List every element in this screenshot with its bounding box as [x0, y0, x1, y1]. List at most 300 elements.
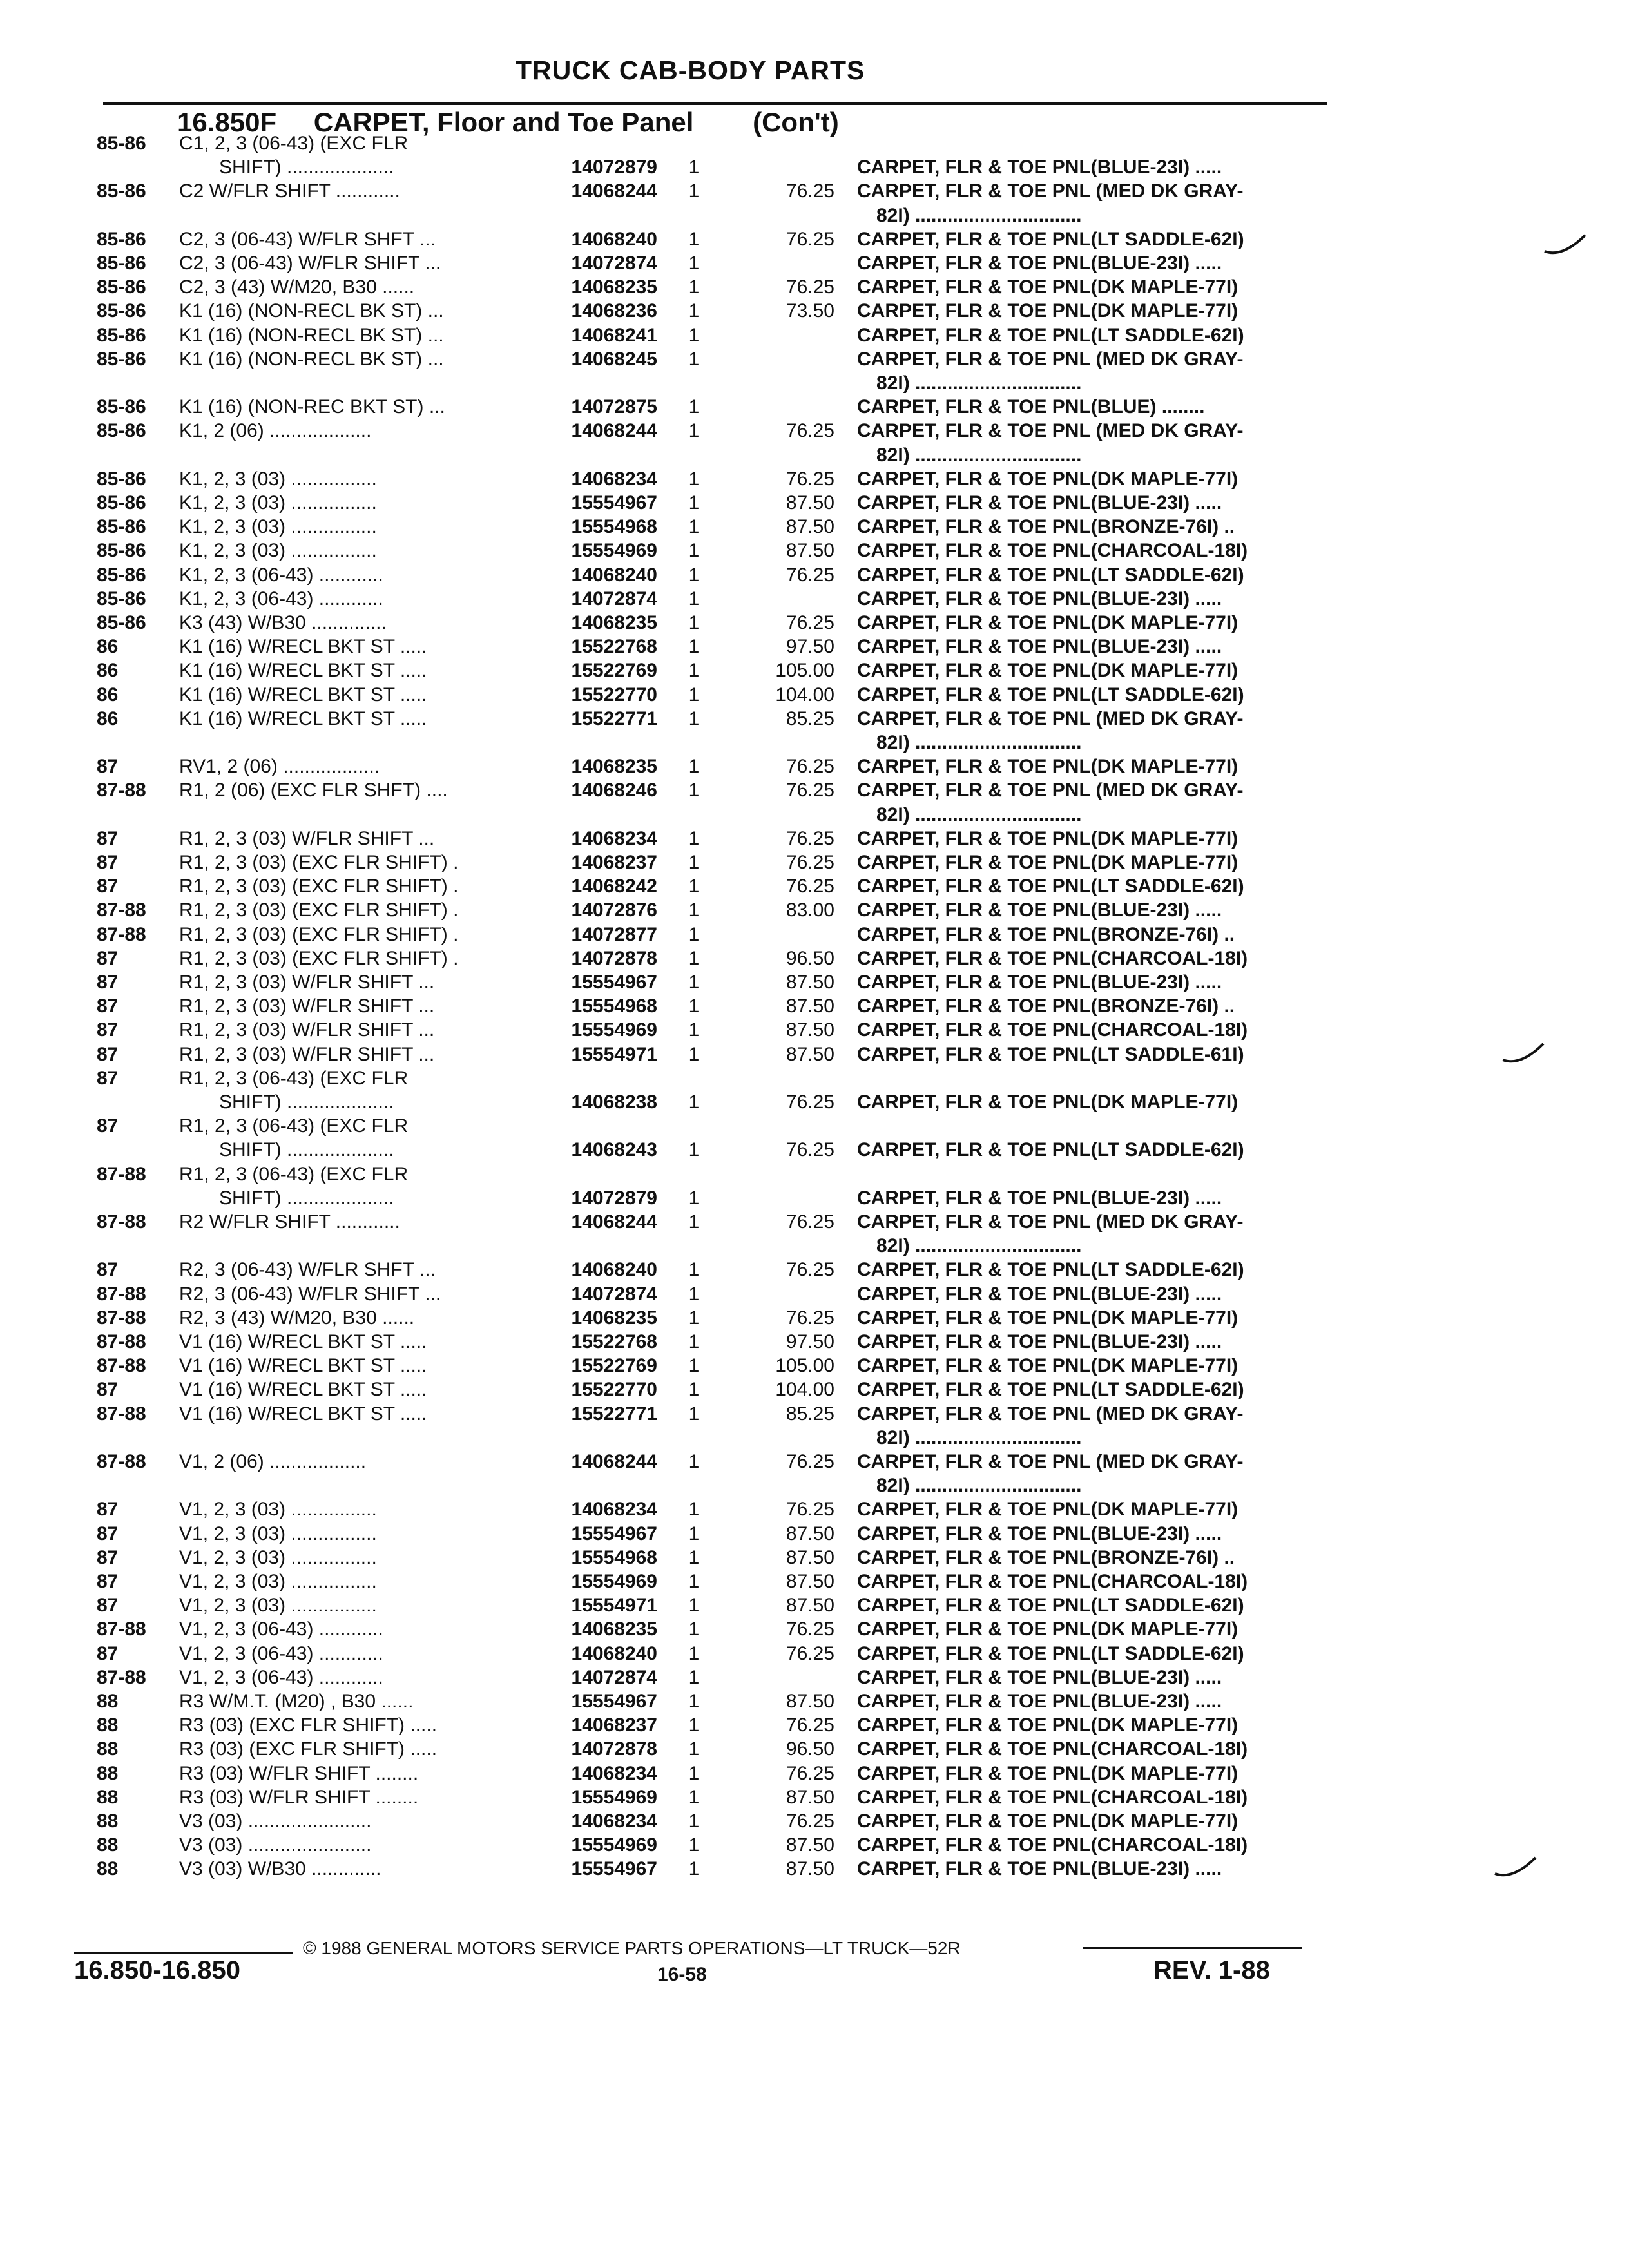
- quantity: 1: [688, 276, 700, 298]
- model-year: 85-86: [97, 516, 146, 538]
- part-number: 15554968: [571, 1546, 657, 1568]
- part-name: CARPET, FLR & TOE PNL(BLUE-23I) .....: [857, 588, 1222, 610]
- part-name: CARPET, FLR & TOE PNL(BLUE-23I) .....: [857, 1691, 1222, 1712]
- page-header: TRUCK CAB-BODY PARTS: [516, 55, 865, 85]
- model-year: 88: [97, 1786, 119, 1808]
- table-row: [0, 251, 1629, 275]
- part-name: CARPET, FLR & TOE PNL(DK MAPLE-77I): [857, 1091, 1239, 1113]
- application-desc: R2, 3 (06-43) W/FLR SHIFT ...: [179, 1283, 441, 1305]
- application-desc: V1, 2, 3 (03) ................: [179, 1546, 377, 1568]
- part-number: 15554969: [571, 1019, 657, 1041]
- model-year: 88: [97, 1762, 119, 1784]
- part-name: CARPET, FLR & TOE PNL(LT SADDLE-61I): [857, 1043, 1244, 1065]
- application-desc: R1, 2, 3 (03) W/FLR SHIFT ...: [179, 827, 435, 849]
- part-name: CARPET, FLR & TOE PNL (MED DK GRAY-: [857, 420, 1244, 442]
- model-year: 87-88: [97, 923, 146, 945]
- part-number: 15522771: [571, 1403, 657, 1425]
- quantity: 1: [688, 852, 700, 873]
- application-desc: R1, 2, 3 (06-43) (EXC FLR: [179, 1067, 409, 1089]
- table-row: [0, 1330, 1629, 1354]
- application-desc: R1, 2, 3 (03) (EXC FLR SHIFT) .: [179, 852, 459, 873]
- application-desc: K1, 2, 3 (03) ................: [179, 492, 377, 514]
- quantity: 1: [688, 876, 700, 898]
- application-desc-cont: SHIFT) ....................: [219, 1187, 394, 1209]
- part-name: CARPET, FLR & TOE PNL(BRONZE-76I) ..: [857, 1546, 1235, 1568]
- part-name: CARPET, FLR & TOE PNL(BLUE-23I) .....: [857, 1523, 1222, 1544]
- part-number: 14068238: [571, 1091, 657, 1113]
- application-desc: C2, 3 (06-43) W/FLR SHIFT ...: [179, 253, 441, 274]
- part-number: 15554969: [571, 1834, 657, 1856]
- quantity: 1: [688, 468, 700, 490]
- application-desc: R1, 2, 3 (06-43) (EXC FLR: [179, 1163, 409, 1185]
- table-row: [0, 347, 1629, 371]
- part-number: 14068241: [571, 324, 657, 346]
- application-desc: R3 (03) (EXC FLR SHIFT) .....: [179, 1738, 438, 1760]
- application-desc: K1 (16) (NON-RECL BK ST) ...: [179, 324, 444, 346]
- model-year: 87: [97, 1571, 119, 1592]
- quantity: 1: [688, 1762, 700, 1784]
- table-row: [0, 539, 1629, 562]
- model-year: 88: [97, 1834, 119, 1856]
- model-year: 88: [97, 1738, 119, 1760]
- table-row: [0, 323, 1629, 347]
- quantity: 1: [688, 300, 700, 322]
- application-desc: V1 (16) W/RECL BKT ST .....: [179, 1355, 427, 1377]
- footer-page-number: 16-58: [657, 1964, 707, 1985]
- part-name-cont: 82I) ...............................: [876, 1235, 1082, 1257]
- part-number: 14068234: [571, 1811, 657, 1832]
- part-number: 14068245: [571, 348, 657, 370]
- application-desc: K3 (43) W/B30 ..............: [179, 612, 387, 633]
- part-name: CARPET, FLR & TOE PNL (MED DK GRAY-: [857, 707, 1244, 729]
- application-desc-cont: SHIFT) ....................: [219, 1139, 394, 1161]
- part-name: CARPET, FLR & TOE PNL(BLUE-23I) .....: [857, 253, 1222, 274]
- quantity: 1: [688, 780, 700, 802]
- application-desc: V1, 2, 3 (06-43) ............: [179, 1619, 383, 1640]
- model-year: 85-86: [97, 420, 146, 442]
- model-year: 85-86: [97, 253, 146, 274]
- price: 85.25: [786, 707, 834, 729]
- quantity: 1: [688, 660, 700, 682]
- quantity: 1: [688, 1043, 700, 1065]
- price: 76.25: [786, 468, 834, 490]
- application-desc: R3 W/M.T. (M20) , B30 ......: [179, 1691, 414, 1712]
- model-year: 85-86: [97, 133, 146, 154]
- model-year: 87: [97, 1019, 119, 1041]
- application-desc: R2, 3 (43) W/M20, B30 ......: [179, 1307, 415, 1329]
- quantity: 1: [688, 180, 700, 202]
- price: 87.50: [786, 1571, 834, 1592]
- application-desc: R1, 2, 3 (03) (EXC FLR SHIFT) .: [179, 876, 459, 898]
- part-name: CARPET, FLR & TOE PNL(LT SADDLE-62I): [857, 1259, 1244, 1281]
- application-desc: R1, 2, 3 (03) (EXC FLR SHIFT) .: [179, 947, 459, 969]
- part-name: CARPET, FLR & TOE PNL(BRONZE-76I) ..: [857, 923, 1235, 945]
- table-row: [0, 1857, 1629, 1881]
- application-desc: R1, 2, 3 (03) W/FLR SHIFT ...: [179, 995, 435, 1017]
- price: 76.25: [786, 827, 834, 849]
- part-number: 15554968: [571, 995, 657, 1017]
- part-name: CARPET, FLR & TOE PNL(BRONZE-76I) ..: [857, 516, 1235, 538]
- part-number: 15554969: [571, 1571, 657, 1592]
- model-year: 87-88: [97, 899, 146, 921]
- quantity: 1: [688, 228, 700, 250]
- part-number: 14072879: [571, 157, 657, 178]
- model-year: 87: [97, 756, 119, 778]
- part-number: 14068237: [571, 852, 657, 873]
- part-number: 14072878: [571, 1738, 657, 1760]
- footer-revision: REV. 1-88: [1153, 1956, 1270, 1984]
- price: 87.50: [786, 1043, 834, 1065]
- model-year: 87: [97, 876, 119, 898]
- price: 76.25: [786, 852, 834, 873]
- price: 76.25: [786, 876, 834, 898]
- part-name: CARPET, FLR & TOE PNL(DK MAPLE-77I): [857, 612, 1239, 633]
- table-row: [0, 1043, 1629, 1066]
- part-number: 14072874: [571, 1283, 657, 1305]
- price: 87.50: [786, 1019, 834, 1041]
- table-row: [0, 1833, 1629, 1857]
- part-number: 15554971: [571, 1595, 657, 1617]
- table-row: [0, 1593, 1629, 1617]
- model-year: 87: [97, 1642, 119, 1664]
- quantity: 1: [688, 516, 700, 538]
- price: 87.50: [786, 995, 834, 1017]
- part-name-cont: 82I) ...............................: [876, 372, 1082, 394]
- part-name: CARPET, FLR & TOE PNL(CHARCOAL-18I): [857, 947, 1248, 969]
- table-row: [0, 778, 1629, 802]
- part-number: 14068235: [571, 1307, 657, 1329]
- application-desc: K1, 2, 3 (06-43) ............: [179, 564, 383, 586]
- table-row: [0, 1785, 1629, 1809]
- model-year: 85-86: [97, 588, 146, 610]
- application-desc: R1, 2 (06) (EXC FLR SHFT) ....: [179, 780, 448, 802]
- part-number: 14072878: [571, 947, 657, 969]
- model-year: 87: [97, 972, 119, 993]
- application-desc: C2, 3 (06-43) W/FLR SHFT ...: [179, 228, 436, 250]
- model-year: 87-88: [97, 1163, 146, 1185]
- quantity: 1: [688, 564, 700, 586]
- part-number: 14072879: [571, 1187, 657, 1209]
- part-name-cont: 82I) ...............................: [876, 732, 1082, 753]
- part-number: 15554967: [571, 492, 657, 514]
- model-year: 87-88: [97, 1211, 146, 1233]
- price: 96.50: [786, 947, 834, 969]
- part-name: CARPET, FLR & TOE PNL(CHARCOAL-18I): [857, 1834, 1248, 1856]
- part-name: CARPET, FLR & TOE PNL(DK MAPLE-77I): [857, 468, 1239, 490]
- part-number: 15554967: [571, 1858, 657, 1880]
- table-row: [0, 275, 1629, 299]
- model-year: 87: [97, 827, 119, 849]
- part-number: 15554968: [571, 516, 657, 538]
- quantity: 1: [688, 995, 700, 1017]
- part-name: CARPET, FLR & TOE PNL(DK MAPLE-77I): [857, 1762, 1239, 1784]
- table-row: [0, 1570, 1629, 1593]
- part-name: CARPET, FLR & TOE PNL(BLUE) ........: [857, 396, 1205, 418]
- part-number: 14072874: [571, 588, 657, 610]
- part-number: 14068235: [571, 276, 657, 298]
- application-desc: V1, 2, 3 (06-43) ............: [179, 1642, 383, 1664]
- quantity: 1: [688, 1091, 700, 1113]
- model-year: 87-88: [97, 780, 146, 802]
- quantity: 1: [688, 1571, 700, 1592]
- part-name: CARPET, FLR & TOE PNL(BLUE-23I) .....: [857, 1187, 1222, 1209]
- part-name: CARPET, FLR & TOE PNL(CHARCOAL-18I): [857, 1571, 1248, 1592]
- application-desc: K1 (16) W/RECL BKT ST .....: [179, 707, 427, 729]
- quantity: 1: [688, 492, 700, 514]
- table-row: [0, 1354, 1629, 1378]
- quantity: 1: [688, 684, 700, 706]
- table-row: [0, 1546, 1629, 1570]
- quantity: 1: [688, 1451, 700, 1472]
- price: 87.50: [786, 1595, 834, 1617]
- part-name: CARPET, FLR & TOE PNL(BLUE-23I) .....: [857, 1283, 1222, 1305]
- price: 87.50: [786, 1691, 834, 1712]
- application-desc: V1, 2, 3 (03) ................: [179, 1571, 377, 1592]
- price: 87.50: [786, 1786, 834, 1808]
- table-row: [0, 563, 1629, 587]
- table-row: [0, 754, 1629, 778]
- table-row: [0, 1306, 1629, 1330]
- table-row: [0, 1258, 1629, 1282]
- model-year: 85-86: [97, 348, 146, 370]
- price: 76.25: [786, 1642, 834, 1664]
- table-row: [0, 1737, 1629, 1761]
- quantity: 1: [688, 612, 700, 633]
- part-number: 14068243: [571, 1139, 657, 1161]
- part-name: CARPET, FLR & TOE PNL(LT SADDLE-62I): [857, 1595, 1244, 1617]
- quantity: 1: [688, 324, 700, 346]
- part-name: CARPET, FLR & TOE PNL(LT SADDLE-62I): [857, 564, 1244, 586]
- part-name: CARPET, FLR & TOE PNL(DK MAPLE-77I): [857, 1355, 1239, 1377]
- quantity: 1: [688, 1307, 700, 1329]
- table-row: [0, 179, 1629, 203]
- table-row: [0, 611, 1629, 635]
- part-name: CARPET, FLR & TOE PNL(CHARCOAL-18I): [857, 540, 1248, 562]
- price: 87.50: [786, 540, 834, 562]
- model-year: 87-88: [97, 1355, 146, 1377]
- table-row: [0, 1762, 1629, 1785]
- application-desc: K1 (16) W/RECL BKT ST .....: [179, 636, 427, 658]
- price: 73.50: [786, 300, 834, 322]
- table-row: [0, 587, 1629, 611]
- part-number: 15522768: [571, 636, 657, 658]
- model-year: 85-86: [97, 612, 146, 633]
- model-year: 87: [97, 1067, 119, 1089]
- quantity: 1: [688, 1379, 700, 1401]
- part-name: CARPET, FLR & TOE PNL(DK MAPLE-77I): [857, 827, 1239, 849]
- application-desc: K1, 2, 3 (03) ................: [179, 468, 377, 490]
- part-number: 14068237: [571, 1715, 657, 1736]
- quantity: 1: [688, 923, 700, 945]
- model-year: 87: [97, 852, 119, 873]
- part-name-cont: 82I) ...............................: [876, 1475, 1082, 1497]
- part-name-cont: 82I) ...............................: [876, 1427, 1082, 1448]
- application-desc: R1, 2, 3 (03) (EXC FLR SHIFT) .: [179, 899, 459, 921]
- application-desc: K1 (16) W/RECL BKT ST .....: [179, 660, 427, 682]
- part-name: CARPET, FLR & TOE PNL(CHARCOAL-18I): [857, 1019, 1248, 1041]
- application-desc: K1, 2, 3 (03) ................: [179, 540, 377, 562]
- price: 105.00: [775, 660, 834, 682]
- price: 87.50: [786, 972, 834, 993]
- quantity: 1: [688, 1858, 700, 1880]
- application-desc-cont: SHIFT) ....................: [219, 1091, 394, 1113]
- application-desc: R1, 2, 3 (03) W/FLR SHIFT ...: [179, 1019, 435, 1041]
- application-desc: V1, 2, 3 (03) ................: [179, 1595, 377, 1617]
- part-name: CARPET, FLR & TOE PNL (MED DK GRAY-: [857, 348, 1244, 370]
- part-number: 15522769: [571, 660, 657, 682]
- part-number: 14068242: [571, 876, 657, 898]
- part-number: 14072876: [571, 899, 657, 921]
- quantity: 1: [688, 1619, 700, 1640]
- part-number: 14068234: [571, 827, 657, 849]
- model-year: 88: [97, 1691, 119, 1712]
- model-year: 88: [97, 1811, 119, 1832]
- table-row: [0, 1666, 1629, 1689]
- application-desc: R3 (03) (EXC FLR SHIFT) .....: [179, 1715, 438, 1736]
- model-year: 85-86: [97, 492, 146, 514]
- part-name: CARPET, FLR & TOE PNL(LT SADDLE-62I): [857, 1379, 1244, 1401]
- part-name: CARPET, FLR & TOE PNL (MED DK GRAY-: [857, 180, 1244, 202]
- quantity: 1: [688, 420, 700, 442]
- section-number: 16.850F: [177, 107, 277, 137]
- application-desc: K1 (16) (NON-RECL BK ST) ...: [179, 300, 444, 322]
- model-year: 86: [97, 707, 119, 729]
- part-name: CARPET, FLR & TOE PNL (MED DK GRAY-: [857, 1403, 1244, 1425]
- part-name: CARPET, FLR & TOE PNL(BLUE-23I) .....: [857, 899, 1222, 921]
- model-year: 87: [97, 1523, 119, 1544]
- price: 76.25: [786, 1619, 834, 1640]
- part-number: 15554971: [571, 1043, 657, 1065]
- model-year: 87: [97, 1499, 119, 1521]
- model-year: 87: [97, 1379, 119, 1401]
- model-year: 85-86: [97, 540, 146, 562]
- table-row: [0, 947, 1629, 970]
- price: 76.25: [786, 1811, 834, 1832]
- part-number: 14068246: [571, 780, 657, 802]
- part-name: CARPET, FLR & TOE PNL(CHARCOAL-18I): [857, 1786, 1248, 1808]
- quantity: 1: [688, 1187, 700, 1209]
- model-year: 86: [97, 636, 119, 658]
- table-row: [0, 970, 1629, 994]
- part-number: 15554967: [571, 1523, 657, 1544]
- part-number: 14068240: [571, 564, 657, 586]
- model-year: 86: [97, 660, 119, 682]
- price: 104.00: [775, 684, 834, 706]
- part-name: CARPET, FLR & TOE PNL (MED DK GRAY-: [857, 1451, 1244, 1472]
- price: 87.50: [786, 1858, 834, 1880]
- table-row: [0, 635, 1629, 658]
- application-desc: K1 (16) W/RECL BKT ST .....: [179, 684, 427, 706]
- price: 97.50: [786, 636, 834, 658]
- quantity: 1: [688, 1738, 700, 1760]
- application-desc: C1, 2, 3 (06-43) (EXC FLR: [179, 133, 409, 154]
- part-number: 15554967: [571, 1691, 657, 1712]
- table-row: [0, 1617, 1629, 1641]
- application-desc: R1, 2, 3 (03) W/FLR SHIFT ...: [179, 972, 435, 993]
- model-year: 87-88: [97, 1619, 146, 1640]
- price: 87.50: [786, 492, 834, 514]
- part-name: CARPET, FLR & TOE PNL(LT SADDLE-62I): [857, 1139, 1244, 1161]
- model-year: 87-88: [97, 1283, 146, 1305]
- model-year: 88: [97, 1715, 119, 1736]
- quantity: 1: [688, 1499, 700, 1521]
- table-row: [0, 395, 1629, 419]
- application-desc: R1, 2, 3 (03) (EXC FLR SHIFT) .: [179, 923, 459, 945]
- model-year: 87: [97, 1115, 119, 1137]
- price: 76.25: [786, 180, 834, 202]
- quantity: 1: [688, 1691, 700, 1712]
- part-name: CARPET, FLR & TOE PNL(DK MAPLE-77I): [857, 1619, 1239, 1640]
- part-name-cont: 82I) ...............................: [876, 803, 1082, 825]
- quantity: 1: [688, 947, 700, 969]
- part-name: CARPET, FLR & TOE PNL(DK MAPLE-77I): [857, 300, 1239, 322]
- table-row: [0, 1018, 1629, 1042]
- quantity: 1: [688, 1666, 700, 1688]
- application-desc: V1 (16) W/RECL BKT ST .....: [179, 1403, 427, 1425]
- table-row: [0, 1689, 1629, 1713]
- model-year: 85-86: [97, 300, 146, 322]
- table-row: [0, 827, 1629, 850]
- application-desc: R3 (03) W/FLR SHIFT ........: [179, 1762, 419, 1784]
- part-name: CARPET, FLR & TOE PNL(LT SADDLE-62I): [857, 876, 1244, 898]
- part-name: CARPET, FLR & TOE PNL(LT SADDLE-62I): [857, 684, 1244, 706]
- table-row: [0, 419, 1629, 443]
- application-desc: K1, 2, 3 (03) ................: [179, 516, 377, 538]
- price: 76.25: [786, 612, 834, 633]
- part-name: CARPET, FLR & TOE PNL(BLUE-23I) .....: [857, 492, 1222, 514]
- price: 76.25: [786, 1307, 834, 1329]
- price: 76.25: [786, 1499, 834, 1521]
- part-number: 15522771: [571, 707, 657, 729]
- price: 76.25: [786, 420, 834, 442]
- quantity: 1: [688, 1355, 700, 1377]
- table-row: [0, 1522, 1629, 1546]
- part-number: 14068244: [571, 1451, 657, 1472]
- price: 85.25: [786, 1403, 834, 1425]
- part-number: 15522769: [571, 1355, 657, 1377]
- model-year: 87: [97, 1546, 119, 1568]
- part-number: 14068234: [571, 1499, 657, 1521]
- part-name: CARPET, FLR & TOE PNL(BRONZE-76I) ..: [857, 995, 1235, 1017]
- continued-label: (Con't): [753, 107, 839, 137]
- model-year: 87-88: [97, 1666, 146, 1688]
- part-number: 14068244: [571, 180, 657, 202]
- table-row: [0, 923, 1629, 947]
- application-desc: R2 W/FLR SHIFT ............: [179, 1211, 400, 1233]
- quantity: 1: [688, 1019, 700, 1041]
- price: 97.50: [786, 1331, 834, 1352]
- part-number: 14068235: [571, 756, 657, 778]
- part-number: 15522770: [571, 1379, 657, 1401]
- table-row: [0, 1450, 1629, 1474]
- model-year: 87: [97, 947, 119, 969]
- quantity: 1: [688, 756, 700, 778]
- table-row: [0, 1402, 1629, 1426]
- table-row: [0, 467, 1629, 491]
- quantity: 1: [688, 707, 700, 729]
- table-row: [0, 658, 1629, 682]
- price: 76.25: [786, 1211, 834, 1233]
- table-row: [0, 491, 1629, 515]
- application-desc: V1, 2 (06) ..................: [179, 1451, 367, 1472]
- part-name-cont: 82I) ...............................: [876, 204, 1082, 226]
- application-desc: R1, 2, 3 (03) W/FLR SHIFT ...: [179, 1043, 435, 1065]
- part-number: 14068234: [571, 468, 657, 490]
- part-number: 14068236: [571, 300, 657, 322]
- part-name: CARPET, FLR & TOE PNL(LT SADDLE-62I): [857, 324, 1244, 346]
- quantity: 1: [688, 1211, 700, 1233]
- price: 76.25: [786, 1139, 834, 1161]
